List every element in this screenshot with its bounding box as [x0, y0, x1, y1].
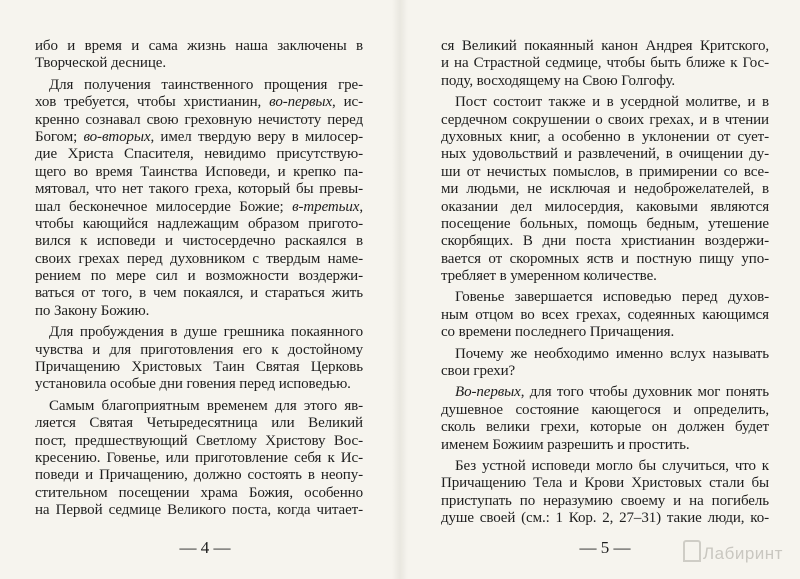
text-segment: сердечном сокрушении о своих грехах, и в чтении: [441, 111, 769, 128]
text-line: [35, 77, 363, 94]
text-line: [441, 510, 769, 527]
text-segment: Творческой деснице.: [35, 55, 166, 72]
text-line: [35, 251, 363, 268]
text-line: [35, 303, 363, 320]
text-segment: Говенье завершается исповедью перед духов-: [455, 289, 769, 306]
text-line: [441, 216, 769, 233]
text-line: [35, 233, 363, 250]
text-segment: душе своей (см.: 1 Кор. 2, 27–31) такие люди, ко-: [441, 510, 769, 527]
text-segment: посещение больных, помощь бедным, утешение: [441, 215, 769, 232]
text-line: [35, 38, 363, 55]
paragraph: [441, 289, 769, 341]
text-line: [35, 502, 363, 519]
text-segment: по Закону Божию.: [35, 302, 150, 319]
paragraph: [441, 458, 769, 528]
text-segment: Почему же необходимо именно вслух называть: [455, 345, 769, 362]
text-segment: стительном посещении храма Божия, особенно: [35, 484, 363, 501]
text-segment: дие Христа Спасителя, невидимо присутствую-: [35, 146, 363, 163]
text-segment: душевное состояние кающегося и определить,: [441, 401, 769, 418]
text-segment: свои грехи?: [441, 363, 516, 380]
paragraph: [441, 38, 769, 90]
text-segment: Пост состоит также и в усердной молитве, и в: [455, 94, 769, 111]
text-segment: Для получения таинственного прощения гре-: [49, 76, 363, 93]
text-segment: Самым благоприятным временем для этого яв-: [49, 397, 363, 414]
text-segment: пост, предшествующий Светлому Христову Вос-: [35, 432, 363, 449]
text-segment: мятовал, что нет такого греха, который бы превы-: [35, 181, 363, 198]
text-line: [35, 415, 363, 432]
page-number-left: — 4 —: [179, 538, 231, 557]
italic-text: в-третьих: [292, 198, 360, 215]
labirint-watermark: [683, 540, 783, 564]
text-line: [441, 164, 769, 181]
paragraph: [441, 94, 769, 285]
text-line: [441, 437, 769, 454]
text-line: [35, 324, 363, 341]
text-segment: ваться от того, в чем покаялся, и стараться жить: [35, 285, 363, 302]
text-segment: оказании дел милосердия, каковыми являются: [441, 198, 769, 215]
text-line: [35, 112, 363, 129]
text-segment: ,: [359, 198, 363, 215]
page-left: [35, 38, 363, 520]
text-line: [441, 475, 769, 492]
text-line: [35, 216, 363, 233]
text-segment: рением по мере сил и возможности воздержи-: [35, 268, 363, 285]
text-segment: хов требуется, чтобы христианин,: [35, 94, 270, 111]
italic-text: во-первых: [269, 94, 333, 111]
paragraph: [35, 77, 363, 320]
text-line: [441, 146, 769, 163]
paragraph: [441, 384, 769, 454]
text-segment: шал бесконечное милосердие Божие;: [35, 198, 293, 215]
text-segment: духовных книг, а особенно в уклонении от сует-: [441, 128, 769, 145]
text-line: [441, 419, 769, 436]
text-line: [35, 342, 363, 359]
text-segment: Богом;: [35, 128, 84, 145]
text-segment: и на Страстной седмице, чтобы быть ближе к Гос-: [441, 55, 769, 72]
text-line: [441, 73, 769, 90]
text-line: [35, 268, 363, 285]
text-segment: кренно сознавал свою греховную нечистоту перед: [35, 111, 363, 128]
paragraph: [441, 346, 769, 381]
paragraph: [35, 398, 363, 520]
text-line: [441, 251, 769, 268]
text-line: [441, 363, 769, 380]
watermark-text: Лабиринт: [703, 544, 783, 563]
italic-text: во-вторых: [83, 128, 151, 145]
text-line: [35, 433, 363, 450]
text-line: [441, 307, 769, 324]
page-number-right: — 5 —: [579, 538, 631, 557]
text-line: [35, 146, 363, 163]
text-line: [441, 55, 769, 72]
text-segment: щего во время Таинства Исповеди, и крепко па-: [35, 163, 363, 180]
text-line: [35, 450, 363, 467]
text-segment: установила особые дни говения перед исповедью.: [35, 376, 351, 393]
text-line: [35, 485, 363, 502]
text-segment: сколь велики грехи, которые он должен будет: [441, 419, 769, 436]
text-line: [441, 346, 769, 363]
text-segment: , для того чтобы духовник мог понять: [520, 384, 769, 401]
text-line: [35, 55, 363, 72]
text-segment: скорбящих. В дни поста христианин воздержи-: [441, 233, 769, 250]
text-line: [35, 129, 363, 146]
text-segment: на Первой седмице Великого поста, когда читает-: [35, 502, 363, 519]
text-line: [441, 402, 769, 419]
text-line: [441, 38, 769, 55]
text-segment: именем Божиим разрешить и простить.: [441, 436, 690, 453]
text-segment: Для пробуждения в душе грешника покаянного: [49, 324, 363, 341]
text-line: [441, 289, 769, 306]
text-segment: чтобы кающийся надлежащим образом пригото-: [35, 215, 363, 232]
text-segment: своих грехах перед духовником с твердым наме-: [35, 250, 363, 267]
text-line: [35, 376, 363, 393]
text-line: [441, 199, 769, 216]
text-line: [35, 199, 363, 216]
text-segment: , имел твердую веру в милосер-: [150, 128, 363, 145]
text-segment: ляется Святая Четыредесятница или Великий: [35, 415, 363, 432]
text-line: [35, 164, 363, 181]
text-segment: ным отцом во всех грехах, содеянных кающимся: [441, 306, 769, 323]
text-line: [441, 458, 769, 475]
text-segment: Причащению Христовых Таин Святая Церковь: [35, 359, 363, 376]
text-segment: поду, восходящему на Свою Голгофу.: [441, 72, 676, 89]
text-segment: приступать по неразумию своему и на погибель: [441, 492, 769, 509]
text-segment: , ис-: [332, 94, 363, 111]
text-line: [441, 268, 769, 285]
text-line: [441, 112, 769, 129]
text-segment: ибо и время и сама жизнь наша заключены в: [35, 38, 363, 54]
text-line: [441, 94, 769, 111]
text-line: [35, 359, 363, 376]
text-segment: ся Великий покаянный канон Андрея Критского,: [441, 38, 769, 54]
page-right: [441, 38, 769, 528]
italic-text: Во-первых: [455, 384, 521, 401]
text-segment: поведи и Причащению, должно состоять в неопу-: [35, 467, 363, 484]
text-segment: со времени последнего Причащения.: [441, 324, 675, 341]
text-segment: кресению. Говенье, или приготовление себя к Ис-: [35, 449, 363, 466]
text-line: [441, 129, 769, 146]
text-segment: Без устной исповеди могло бы случиться, что к: [455, 457, 769, 474]
text-segment: ных удовольствий и развлечений, в очищении ду-: [441, 146, 769, 163]
text-line: [35, 285, 363, 302]
paragraph: [35, 324, 363, 394]
paragraph: [35, 38, 363, 73]
text-line: [35, 94, 363, 111]
text-segment: ши от нечистых помыслов, в примирении со все-: [441, 163, 769, 180]
text-segment: вился к исповеди и чистосердечно раскаялся в: [35, 233, 363, 250]
text-line: [441, 181, 769, 198]
text-segment: чувства и для приготовления его к достойному: [35, 341, 363, 358]
text-segment: требляет в умеренном количестве.: [441, 268, 657, 285]
text-line: [35, 398, 363, 415]
text-segment: вается от скоромных яств и постную пищу упо-: [441, 250, 769, 267]
text-segment: Причащению Тела и Крови Христовых стали бы: [441, 475, 769, 492]
text-line: [441, 233, 769, 250]
book-gutter: [392, 0, 408, 579]
text-line: [441, 324, 769, 341]
labirint-logo-icon: [683, 540, 701, 562]
text-line: [35, 181, 363, 198]
text-line: [35, 467, 363, 484]
text-segment: ми людьми, не исключая и недоброжелателей, в: [441, 181, 769, 198]
text-line: [441, 493, 769, 510]
text-line: [441, 384, 769, 401]
